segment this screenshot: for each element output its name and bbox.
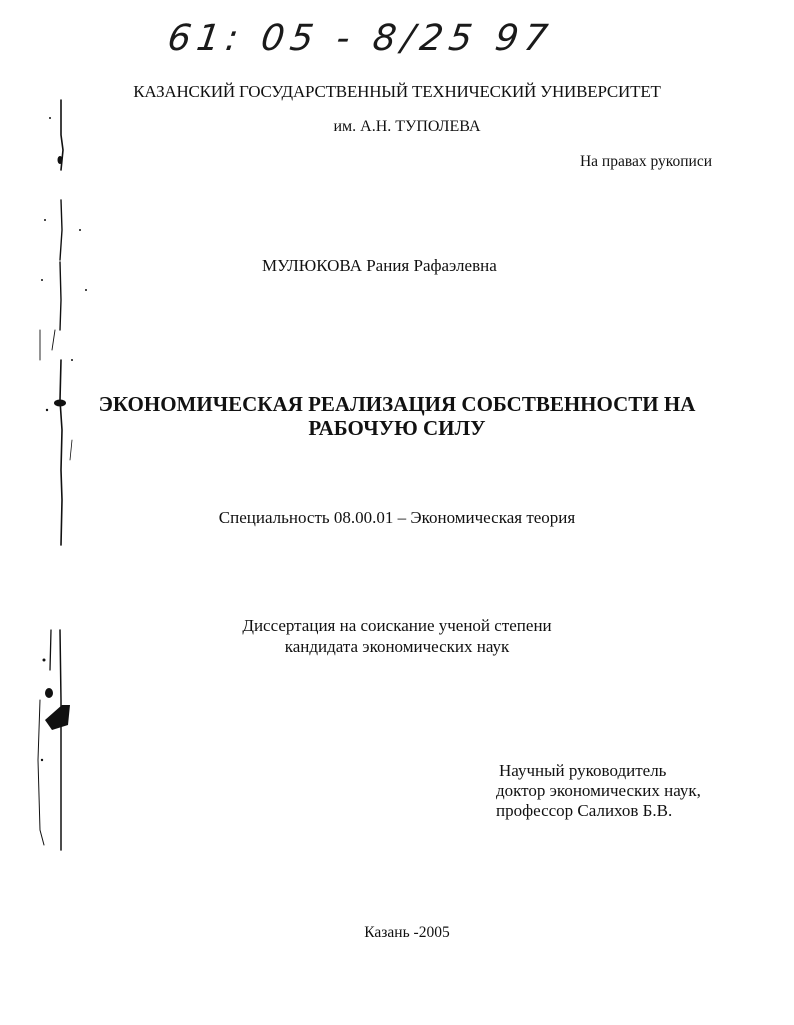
title-line-1: ЭКОНОМИЧЕСКАЯ РЕАЛИЗАЦИЯ СОБСТВЕННОСТИ НА bbox=[98, 392, 696, 416]
dissertation-title bbox=[0, 392, 794, 440]
specialty: Специальность 08.00.01 – Экономическая теория bbox=[218, 508, 576, 527]
handwritten-catalog-number: 61: 05 - 8/25 97 bbox=[165, 18, 557, 59]
supervisor-block bbox=[496, 761, 701, 821]
degree-line-1: Диссертация на соискание ученой степени bbox=[242, 616, 552, 635]
rights-note: На правах рукописи bbox=[579, 153, 712, 170]
title-line-2: РАБОЧУЮ СИЛУ bbox=[308, 416, 486, 440]
degree-statement bbox=[0, 615, 794, 657]
supervisor-name: профессор Салихов Б.В. bbox=[496, 801, 673, 820]
university-name: КАЗАНСКИЙ ГОСУДАРСТВЕННЫЙ ТЕХНИЧЕСКИЙ УНИВЕРСИТЕТ bbox=[133, 82, 661, 101]
supervisor-role: Научный руководитель bbox=[499, 761, 667, 780]
degree-line-2: кандидата экономических наук bbox=[284, 637, 510, 656]
university-named-after: им. А.Н. ТУПОЛЕВА bbox=[333, 118, 481, 135]
city-year: Казань -2005 bbox=[364, 924, 450, 941]
author-name: МУЛЮКОВА Рания Рафаэлевна bbox=[262, 256, 497, 275]
supervisor-degree: доктор экономических наук, bbox=[496, 781, 701, 800]
